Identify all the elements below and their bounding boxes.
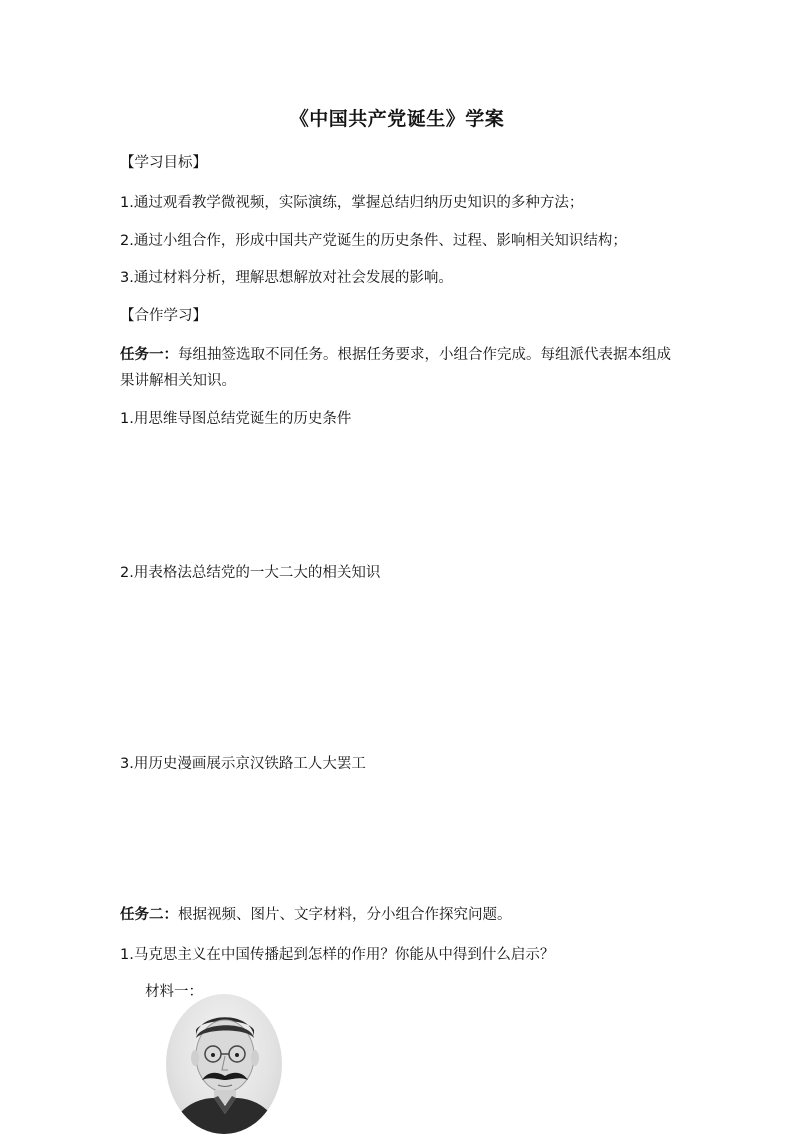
task2-question: 1.马克思主义在中国传播起到怎样的作用？你能从中得到什么启示？ (120, 947, 555, 963)
portrait-photo (166, 994, 282, 1134)
task2-text: 根据视频、图片、文字材料，分小组合作探究问题。 (178, 907, 512, 923)
task2-label: 任务二： (120, 907, 178, 923)
objective-item-3: 3.通过材料分析，理解思想解放对社会发展的影响。 (120, 270, 453, 286)
task1-label: 任务一： (120, 347, 178, 363)
task2-paragraph (120, 905, 512, 925)
objective-item-1: 1.通过观看教学微视频，实际演练，掌握总结归纳历史知识的多种方法； (120, 195, 584, 211)
material-label: 材料一： (145, 984, 203, 1000)
task1-item-3: 3.用历史漫画展示京汉铁路工人大罢工 (120, 756, 366, 772)
cooperative-heading: 【合作学习】 (120, 308, 207, 324)
portrait-figure (166, 994, 282, 1134)
task1-text: 每组抽签选取不同任务。根据任务要求，小组合作完成。每组派代表据本组成果讲解相关知识。 (120, 347, 671, 389)
task1-item-2: 2.用表格法总结党的一大二大的相关知识 (120, 565, 381, 581)
task1-paragraph (120, 342, 676, 394)
page-title: 《中国共产党诞生》学案 (289, 108, 505, 130)
objectives-heading: 【学习目标】 (120, 155, 207, 171)
task1-item-1: 1.用思维导图总结党诞生的历史条件 (120, 411, 352, 427)
objective-item-2: 2.通过小组合作，形成中国共产党诞生的历史条件、过程、影响相关知识结构； (120, 233, 627, 249)
